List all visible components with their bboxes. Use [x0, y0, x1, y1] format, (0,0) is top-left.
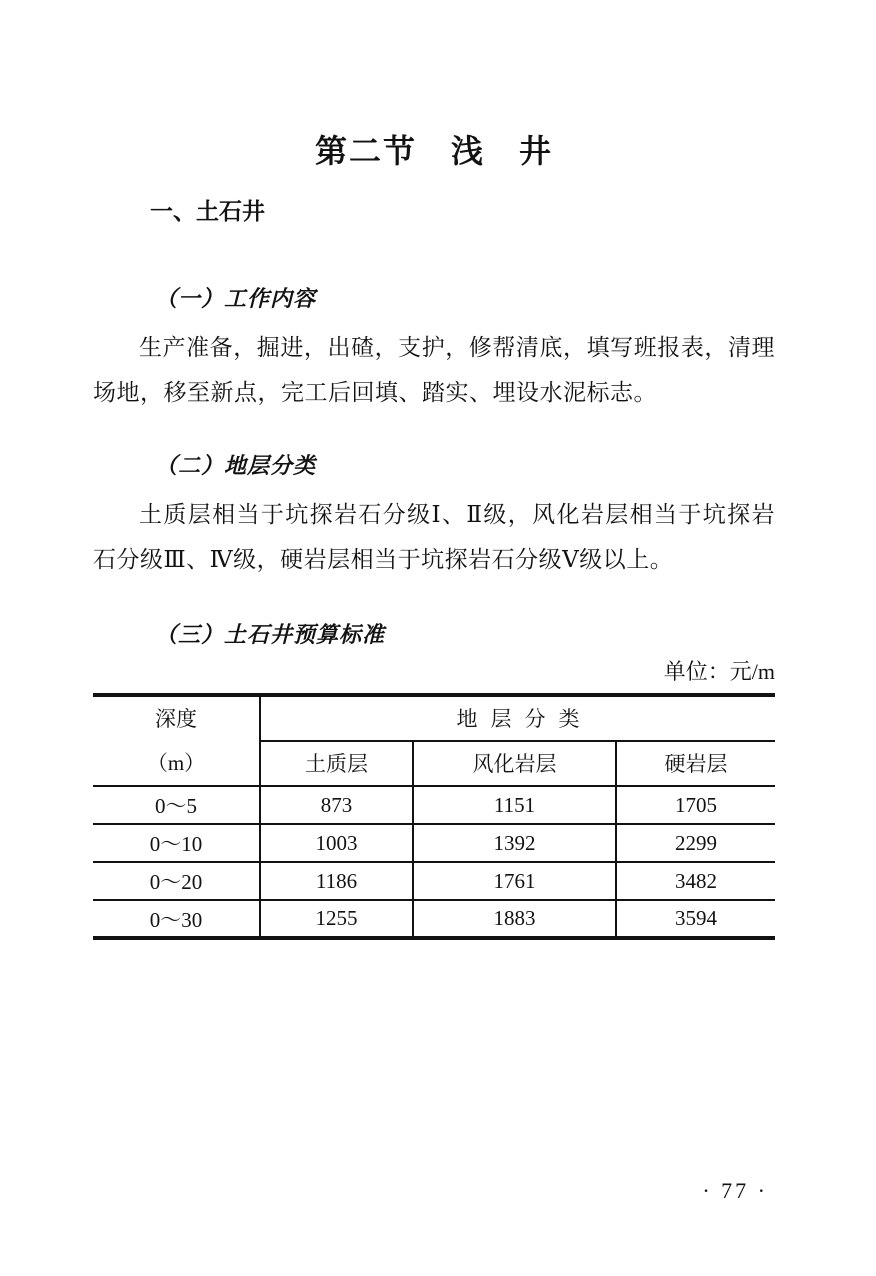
budget-table — [93, 693, 775, 940]
soil-value-cell: 1255 — [260, 900, 413, 938]
hard-value-cell: 3482 — [616, 862, 775, 900]
table-header-weathered-layer: 风化岩层 — [413, 741, 616, 787]
weathered-value-cell: 1883 — [413, 900, 616, 938]
table-row — [93, 786, 775, 824]
soil-value-cell: 1186 — [260, 862, 413, 900]
table-row — [93, 862, 775, 900]
depth-range-cell: 0～30 — [93, 900, 260, 938]
subsection-heading-budget-standard: （三）土石井预算标准 — [155, 622, 386, 647]
depth-unit-label: （m） — [146, 751, 206, 775]
weathered-value-cell: 1392 — [413, 824, 616, 862]
paragraph-stratum-classification: 土质层相当于坑探岩石分级Ⅰ、Ⅱ级，风化岩层相当于坑探岩石分级Ⅲ、Ⅳ级，硬岩层相当于坑探岩石分级Ⅴ级以上。 — [93, 502, 775, 572]
table-header-soil-layer: 土质层 — [260, 741, 413, 787]
table-header-stratum-group: 地层分类 — [260, 695, 775, 741]
hard-value-cell: 1705 — [616, 786, 775, 824]
section-heading-earth-rock-well: 一、土石井 — [150, 198, 265, 224]
weathered-value-cell: 1761 — [413, 862, 616, 900]
soil-value-cell: 1003 — [260, 824, 413, 862]
weathered-value-cell: 1151 — [413, 786, 616, 824]
hard-value-cell: 3594 — [616, 900, 775, 938]
table-row — [93, 824, 775, 862]
table-header-depth — [93, 695, 260, 786]
depth-label: 深度 — [155, 707, 197, 731]
page-number: · 77 · — [702, 1178, 768, 1203]
table-row — [93, 900, 775, 938]
soil-value-cell: 873 — [260, 786, 413, 824]
subsection-heading-work-content: （一）工作内容 — [155, 286, 317, 311]
table-unit-label: 单位：元/m — [663, 659, 775, 684]
paragraph-work-content: 生产准备，掘进，出碴，支护，修帮清底，填写班报表，清理场地，移至新点，完工后回填、踏实、埋设水泥标志。 — [93, 335, 775, 405]
table-header-row-group — [93, 695, 775, 741]
page-title: 第二节 浅 井 — [314, 133, 553, 169]
depth-range-cell: 0～10 — [93, 824, 260, 862]
hard-value-cell: 2299 — [616, 824, 775, 862]
subsection-heading-stratum-classification: （二）地层分类 — [155, 453, 317, 478]
depth-range-cell: 0～20 — [93, 862, 260, 900]
table-header-hard-rock-layer: 硬岩层 — [616, 741, 775, 787]
depth-range-cell: 0～5 — [93, 786, 260, 824]
